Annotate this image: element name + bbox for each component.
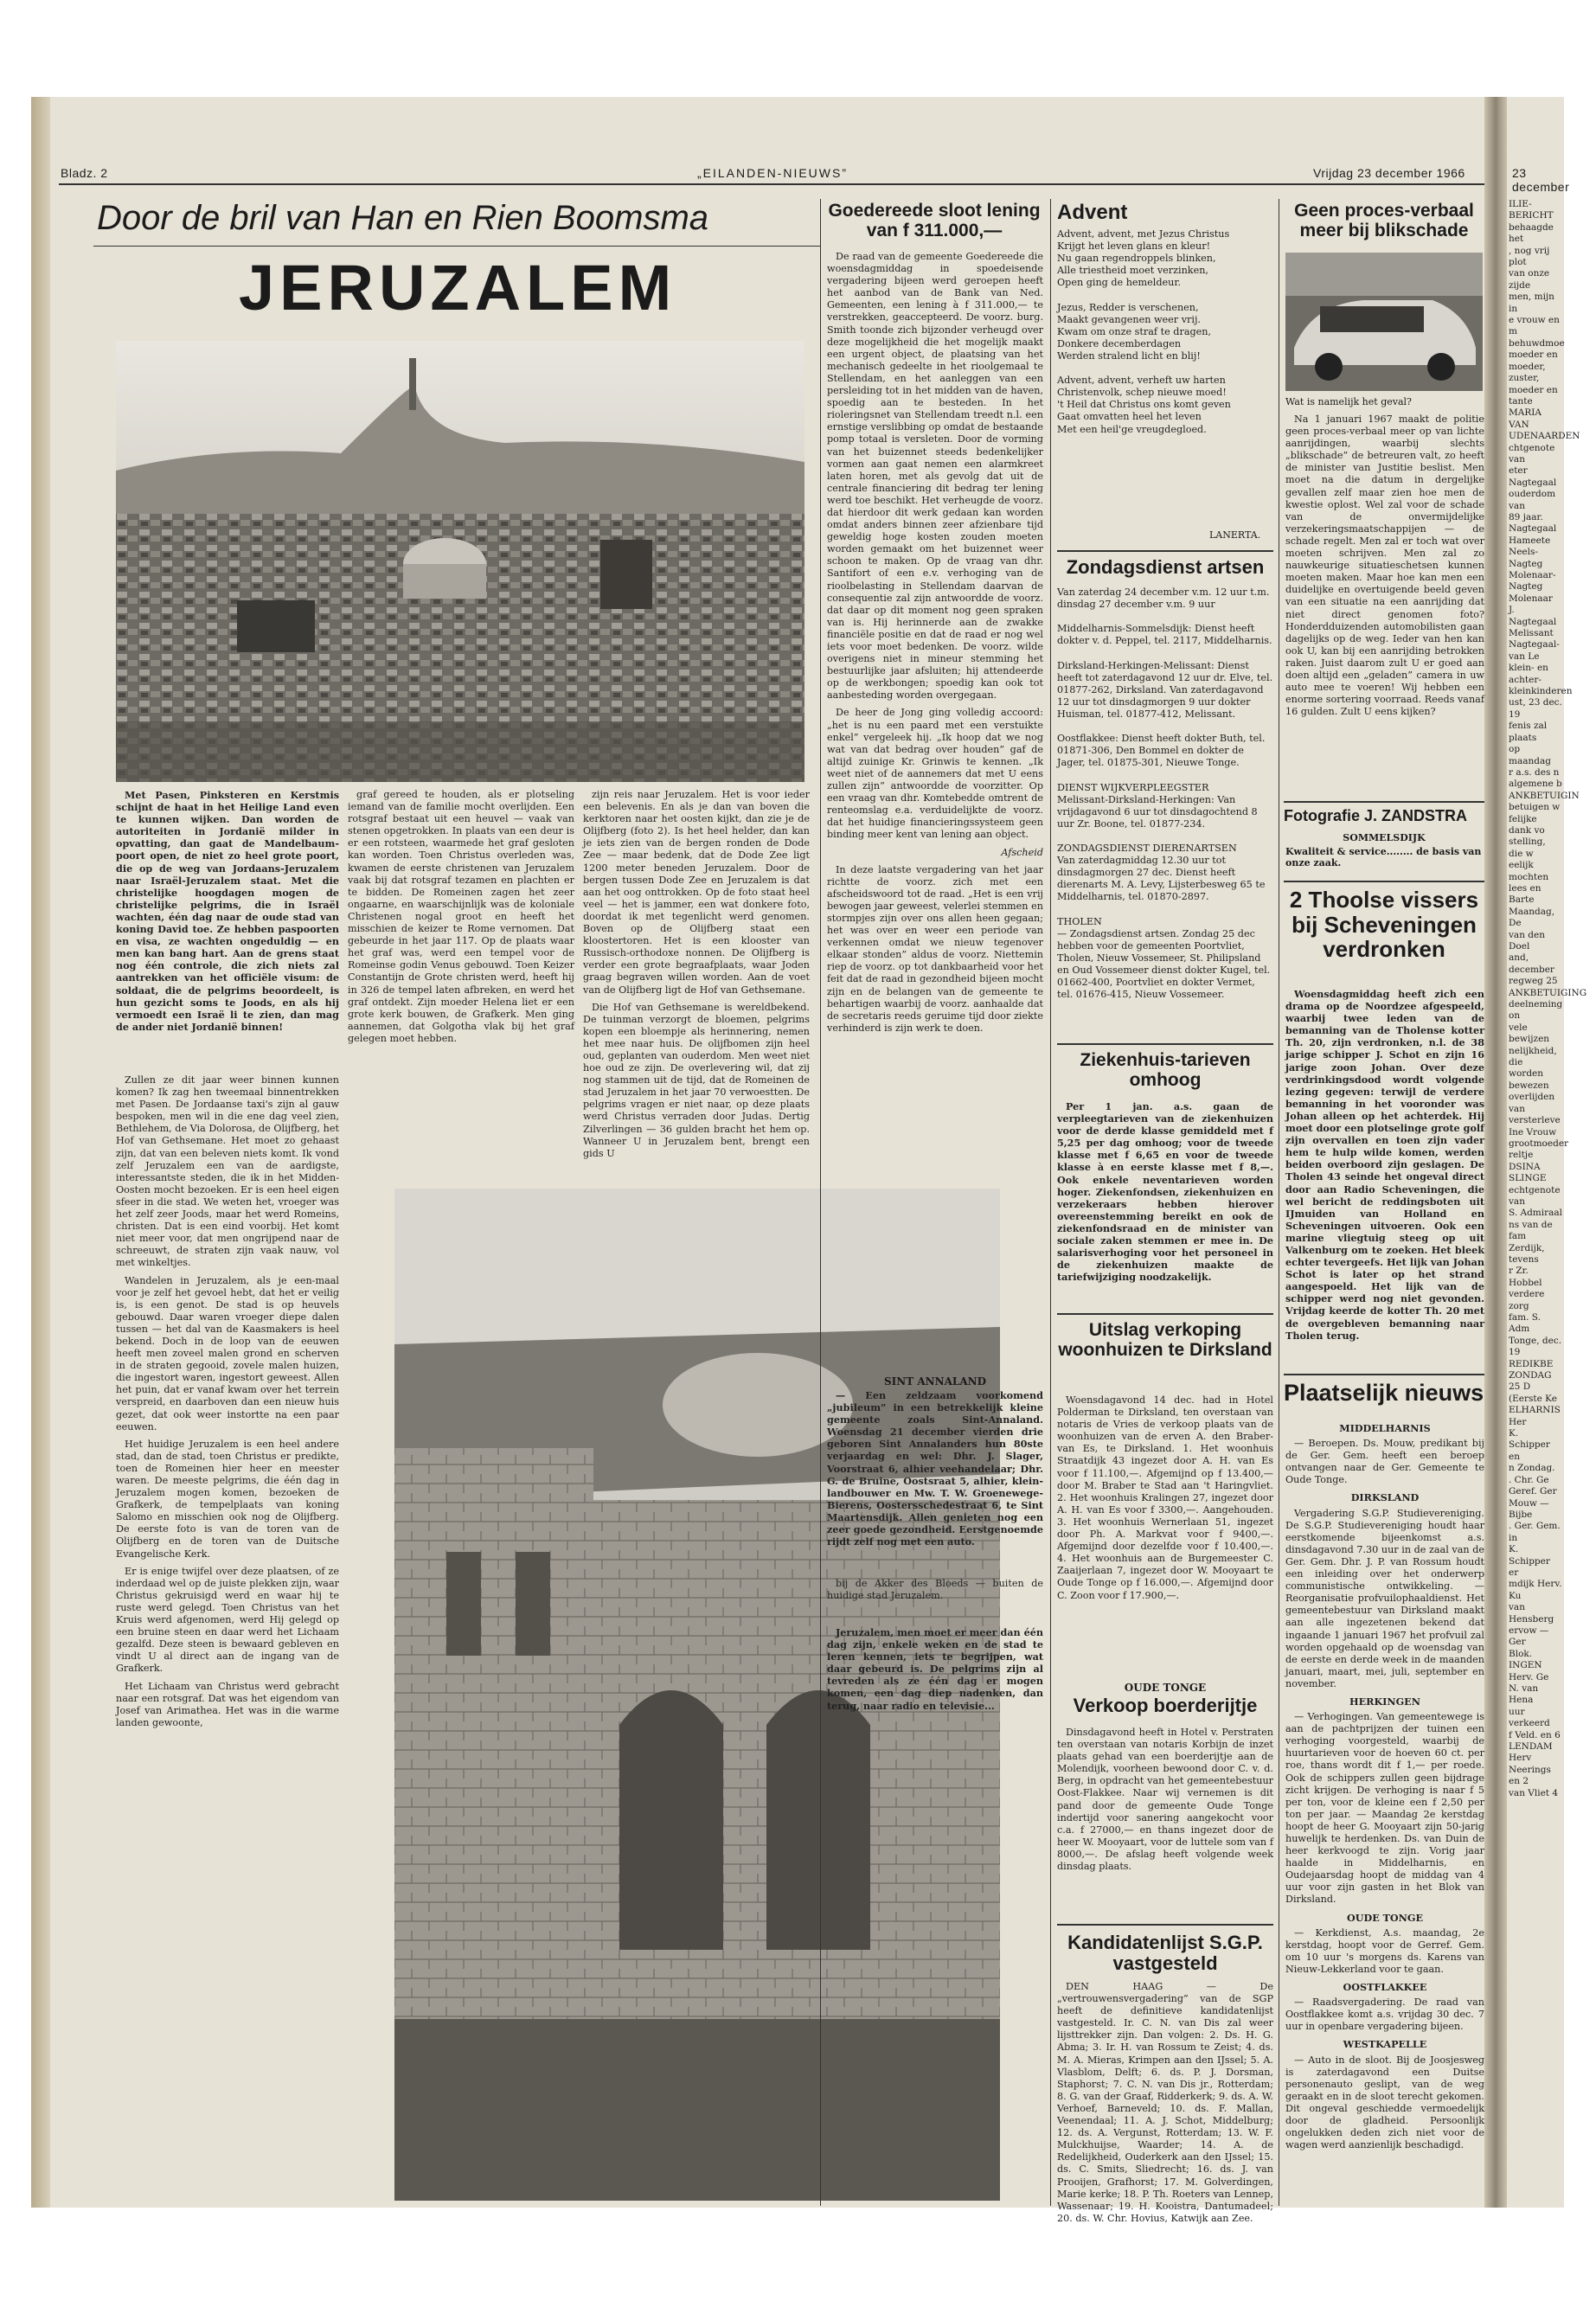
- fotografie-ad-place: SOMMELSDIJK: [1343, 832, 1426, 843]
- plaatselijk-headline: Plaatselijk nieuws: [1284, 1380, 1484, 1406]
- issue-date: Vrijdag 23 december 1966: [1313, 166, 1465, 180]
- goedereede-headline: Goedereede sloot lening van f 311.000,—: [828, 201, 1041, 241]
- dirksland-place: DIRKSLAND: [1350, 1491, 1420, 1504]
- next-page-date: 23 december: [1512, 166, 1570, 194]
- kandidaten-rule: [1057, 1924, 1273, 1926]
- westkapelle-place: WESTKAPELLE: [1343, 2038, 1427, 2051]
- zondagsdienst-headline: Zondagsdienst artsen: [1066, 556, 1265, 578]
- middelharnis-text: — Beroepen. Ds. Mouw, predikant bij de Ger. Gem. heeft een beroep ontvangen naar de Ger. Gemeente te Oude Tonge.: [1285, 1438, 1484, 1486]
- jerusalem-closing: [827, 1626, 1043, 1721]
- uitslag-rule: [1057, 1313, 1273, 1315]
- herkingen-text: — Verhogingen. Van gemeentewege is aan de pachtprijzen der tuinen een verhoging voorgesteld, waarbij de huurtarieven voor de hoeven 60 ct. per roe, thans wordt dit f 1,— per roede. Ook de schippers zullen geen bijdrage zicht krijgen. De verhoging is naar f 5 per ton, voor de kleine een f 2,50 per ton per jaar. — Maandag 2e kerstdag hoopt de heer G. Mooyaart zijn 50-jarig huwelijk te herdenken. Ds. van Duin de heer kerkvoogd te zijn. Vorig jaar haalde in Middelharnis, en Oudejaarsdag hoopt de middag van 4 uur voor zijn gasten in het Blok van Dirksland.: [1285, 1711, 1484, 1906]
- advent-headline: Advent: [1057, 201, 1128, 224]
- jerusalem-skyline-photo: [116, 341, 804, 782]
- sint-annaland-article: [827, 1389, 1043, 1562]
- goedereede-article: [827, 251, 1043, 1367]
- oostflakkee-place: OOSTFLAKKEE: [1343, 1981, 1427, 1994]
- feature-column-3: [583, 789, 810, 1170]
- sint-annaland-place: SINT ANNALAND: [883, 1375, 987, 1388]
- goedereede-subhead: Afscheid: [1001, 846, 1043, 858]
- uitslag-headline: Uitslag verkoping woonhuizen te Dirksland: [1058, 1320, 1272, 1361]
- paper-name: „EILANDEN-NIEUWS”: [697, 166, 849, 180]
- sint-annaland-body: — Een zeldzaam voorkomend „jubileum” in een betrekkelijk kleine gemeente zoals Sint-Annaland. Woensdag 21 december vierden drie geboren Sint Annalanders hun 80ste verjaardag en wel: Dhr. J. Slager, Voorstraat 6, alhier veehandelaar; Dhr. G. de Bruine, Oostsraat 5, alhier, klein-landbouwer en Mw. T. W. Groenewege-Bierens, Oostersschedestraat 6, te Sint Maartensdijk. Allen genieten nog een zeer goede gezondheid. Eerstgenoemde rijdt zelf nog met een auto.: [827, 1389, 1043, 1548]
- zondagsdienst-body: Van zaterdag 24 december v.m. 12 uur t.m. dinsdag 27 december v.m. 9 uur Middelharnis-Sommelsdijk: Dienst heeft dokter v. d. Peppel, tel. 2117, Middelharnis. Dirksland-Herkingen-Melissant: Dienst heeft tot zaterdagavond 12 uur dr. Elve, tel. 01877-262, Dirksland. Van zaterdagavond 12 uur tot dinsdagmorgen 9 uur dokter Huisman, tel. 01877-412, Melissant. Oostflakkee: Dienst heeft dokter Buth, tel. 01871-306, Den Bommel en dokter de Jager, tel. 01875-301, Nieuwe Tonge. DIENST WIJKVERPLEEGSTER Melissant-Dirksland-Herkingen: Van vrijdagavond 6 uur tot dinsdagochtend 8 uur Zr. Boone, tel. 01877-234. ZONDAGSDIENST DIERENARTSEN Van zaterdagmiddag 12.30 uur tot dinsdagmorgen 27 dec. Dienst heeft dierenarts M. A. Levy, Lijsterbesweg 65 te Middelharnis, tel. 01870-2897. THOLEN — Zondagsdienst artsen. Zondag 25 dec hebben voor de gemeenten Poortvliet, Tholen, Nieuw Vossemeer, St. Philipsland en Oud Vossemeer dienst dokter Kugel, tel. 01662-400, Poortvliet en dokter Vermet, tel. 01676-415, Nieuw Vossemeer.: [1057, 586, 1273, 1001]
- vissers-body: [1285, 988, 1484, 1368]
- ad-rule: [1284, 801, 1484, 803]
- page-edge: [31, 97, 50, 2208]
- col3-text-b: Die Hof van Gethsemane is wereldbekend. De tuinman verzorgt de bloemen, pelgrims kopen een bloempje als herinnering, nemen het mee naar huis. De olijfbomen zijn heel oud, geplanten van ouderdom. Men weet niet hoe oud ze zijn. De overlevering wil, dat zij nog stammen uit de tijd, dat de Romeinen de stad Jeruzalem in het jaar 70 verwoestten. De pelgrims vragen er niet naar, op deze plaats werd Christus verraden door Judas. Dertig Zilverlingen — 36 gulden bracht het hem op. Wanneer U in Jeruzalem bent, brengt een gids U: [583, 1001, 810, 1159]
- procesverbaal-body: [1285, 413, 1484, 794]
- oude-tonge-text: — Kerkdienst, A.s. maandag, 2e kerstdag, hoopt voor de Gerref. Gem. om 10 uur 's morgens ds. Karens van Nieuw-Lekkerland voor te gaan.: [1285, 1926, 1484, 1975]
- akker-text: bij de Akker des Bloeds — buiten de huidige stad Jeruzalem.: [827, 1578, 1043, 1602]
- ziekenhuis-body: [1057, 1100, 1273, 1308]
- verkoop-place: OUDE TONGE: [1124, 1682, 1207, 1694]
- page-fold: [1484, 97, 1507, 2208]
- col1-paragraph-a: Zullen ze dit jaar weer binnen kunnen komen? Ik zag hen tweemaal binnentrekken met Pasen. De Jordaanse taxi's zijn al gauw bespoken, men wil in die ene dag veel zien, Bethlehem, de Via Dolorosa, de Olijfberg, het Hof van Gethsemane. Het moet zo gehaast zijn, dat van een beleven niets komt. Ik vond zelf Jeruzalem een van de aardigste, interessantste steden, die ik in het Midden-Oosten mocht bezoeken. Er is een heel eigen sfeer in die stad. We weten het, vroeger was het zelf zeer Joods, maar het werd Romeins, christen. Dat is een eind voorbij. Het komt niet meer voor, dat men ongrijpend naar de schreeuwt, de straten zijn vaak nauw, vol met winkeltjes.: [116, 1074, 339, 1269]
- middelharnis-place: MIDDELHARNIS: [1339, 1422, 1431, 1434]
- akker-fragment: [827, 1578, 1043, 1612]
- col2-text: graf gereed te houden, als er plotseling iemand van de familie mocht overlijden. Een rotsgraf bestaat uit een heuvel — vaak van stenen opgetrokken. In plaats van een deur is er een rotsteen, waarmede het graf gesloten kan worden. Toen Christus overleden was, kwamen de eerste christenen van Jeruzalem vaak bij dat rotsgraf tezamen en plachten er te bidden. De Romeinen zagen het zeer ongaarne, en waarschijnlijk was de koloniale Christenen nogal groot en heeft het misschien de keizer te Rome vernomen. Dat gebeurde in het jaar 117. Op de plaats waar het graf was, werd een tempel voor de Romeinse godin Venus gebouwd. Toen Keizer Constantijn de Grote christen werd, heeft hij in 326 de tempel laten afbreken, en werd het graf ontdekt. Zijn moeder Helena liet er een grote kerk bouwen, de Grafkerk. Men ging aannemen, dat Golgotha vlak bij het graf gelegen moet hebben.: [348, 789, 574, 1044]
- fotografie-ad-slogan: Kwaliteit & service........ de basis van onze zaak.: [1285, 846, 1482, 868]
- goedereede-body-2: De heer de Jong ging volledig accoord: „het is nu een paard met een verstuikte enkel” vergeleek hij. „Ik hoop dat we nog wat van dat bedrag over houden” gaf de altijd zuinige Kr. Grinwis te kennen. „Ik weet niet of de aannemers dat met U eens zullen zijn” antwoordde de voorzitter. Op een vraag van dhr. Komtebedde omtrent de renteomslag e.a. verduidelijkte de voorz. dat het huidige financieringssysteem geen binding meer kent van lening aan object.: [827, 707, 1043, 841]
- oude-tonge-place: OUDE TONGE: [1346, 1911, 1423, 1924]
- masthead-rule: [59, 183, 1484, 185]
- procesverbaal-text: Na 1 januari 1967 maakt de politie geen proces-verbaal meer op van lichte aanrijdingen, waarbij slechts „blikschade” de betreuren valt, zo heeft de minister van Justitie beslist. Men moet na die datum in dergelijke gevallen zelf maar zien hoe men de kwestie oplost. Wel zal voor de schade van de onvermijdelijke verzekeringsmaatschappijen — de schade regelt. Men zal er toch wat over moeten schrijven. Men zal zo nauwkeurige situatieschetsen kunnen moeten maken. Maar hoe kan men een duidelijke en overtuigende beeld geven van een situatie na een aanrijding dat niet direct genomen foto? Honderdduizenden automobilisten gaan dagelijks op de weg. Ieder van hen kan ook U, kan bij een aanrijding betrokken raken. Juist daarom zult U er goed aan doen altijd een „geladen” camera in uw auto mee te voeren! Wij hebben een enorme sortering voorraad. Reeds vanaf 16 gulden. Zult U eens kijken?: [1285, 413, 1484, 718]
- intro-text: Met Pasen, Pinksteren en Kerstmis schijnt de haat in het Heilige Land even te kunnen wijken. Dan worden de autoriteiten in Jordanië milder in opvatting, dan gaat de Mandelbaum-poort open, de niet zo heel grote poort, die op de weg van Jordaans-Jeruzalem naar Israël-Jeruzalem staat. Met die christelijke hoogdagen mogen de christelijke pelgrims, die in Israël wachten, één dag naar de oude stad van koning David toe. Ze hebben paspoorten en visa, ze wachten ongeduldig — en men kan bang hart. Aan de grens staat nog één controle, die zich niets zal aantrekken van het officiële visum: de soldaat, die de pelgrims beoordeelt, is hun gezicht soms te Joods, en als hij vermoedt een Israë li te zien, dan mag de ander niet Jordanië binnen!: [116, 789, 339, 1033]
- col3-text: zijn reis naar Jeruzalem. Het is voor ieder een belevenis. En als je dan van boven die kerktoren naar het oosten kijkt, dan zie je de Olijfberg (foto 2). Is het heel helder, dan kan je iets zien van de bergen ronden de Dode Zee — maar bedenk, dat de Dode Zee ligt 1200 meter beneden Jeruzalem. Door de bergen tussen Dode Zee en Jeruzalem is dat aan het oog onttrokken. Op de foto staat heel veel — het is jammer, een wat donkere foto, doordat ik met tegenlicht werd genomen. Boven op de Olijfberg staat een kloostertoren. Het is een klooster van Russisch-orthodoxe nonnen. De Olijfberg is verder een grote begraafplaats, waar Joden graag begraven willen worden. Aan de voet van de Olijfberg ligt de Hof van Gethsemane.: [583, 789, 810, 996]
- uitslag-text: Woensdagavond 14 dec. had in Hotel Polderman te Dirksland, ten overstaan van notaris de Vries de verkoop plaats van de woonhuizen van de erven A. den Braber-van Es, te Dirksland. 1. Het woonhuis Straatdijk 43 ingezet door A. H. van Es voor f 11.100,—. Afgemijnd op f 13.400,— door M. Braber te Stad aan 't Haringvliet. 2. Het woonhuis Kralingen 27, ingezet door A. H. van Es voor f 3300,—. Aangehouden. 3. Het woonhuis Wernerlaan 51, ingezet door Ph. A. Markvat voor f 9400,—. Afgemijnd door dezelfde voor f 10.400,—. 4. Het woonhuis aan de Burgemeester C. Zaaijerlaan 7, ingezet door W. Mooyaart te Oude Tonge op f 16.000,—. Afgemijnd door C. Zoon voor f 17.900,—.: [1057, 1394, 1273, 1601]
- closing-text: Jeruzalem, men moet er meer dan één dag zijn, enkele weken en de stad te leren kennen, iets te begrijpen, wat daar gebeurd is. De pelgrims zijn al tevreden als ze één dag er mogen komen, een dag diep nadenken, dan terug, naar radio en televisie...: [827, 1626, 1043, 1712]
- advent-author: LANERTA.: [1209, 529, 1261, 541]
- westkapelle-text: — Auto in de sloot. Bij de Joosjesweg is zaterdagavond een Duitse personenauto geslipt, van de weg geraakt en in de sloot terecht gekomen. Dit ongeval geschiedde vermoedelijk door de gladheid. Persoonlijk ongelukken deden zich niet voor de wagen werd aanzienlijk beschadigd.: [1285, 2054, 1484, 2151]
- car-damage-photo: [1285, 253, 1483, 391]
- oostflakkee-text: — Raadsvergadering. De raad van Oostflakkee komt a.s. vrijdag 30 dec. 7 uur in openbare vergadering bijeen.: [1285, 1997, 1484, 2033]
- feature-byline: Door de bril van Han en Rien Boomsma: [97, 199, 709, 237]
- car-caption: Wat is namelijk het geval?: [1285, 396, 1412, 407]
- feature-title: JERUZALEM: [239, 252, 677, 324]
- goedereede-body-3: In deze laatste vergadering van het jaar richtte de voorz. zich met een afscheidswoord tot de raad. „Het is een vrij bewogen jaar geweest, velerlei stemmen en stormpjes zijn over ons allen heen gegaan; het was over en weer een periode van verkennen omdat we nieuw tegenover elkaar stonden” aldus de voorz. Niettemin riep de voorz. op tot dankbaarheid voor het feit dat de raad in gezondheid bijeen mocht zijn en de belangen van de gemeente te behartigen waarbij de voorz. aanhaalde dat de secretaris reeds geruime tijd door ziekte verhinderd is zijn werk te doen.: [827, 863, 1043, 1034]
- page-label: Bladz. 2: [61, 166, 108, 180]
- col1-paragraph-d: Er is enige twijfel over deze plaatsen, of ze inderdaad wel op de juiste plekken zijn, waar Christus gekruisigd werd en waar hij te ruste werd gelegd. Toen Christus van het Kruis werd afgenomen, werd Hij gelegd op een bruine steen en daar werd het Lichaam gezalfd. Deze steen is bewaard gebleven en vindt U al direct aan de ingang van de Grafkerk.: [116, 1565, 339, 1675]
- feature-column-1: [116, 1074, 339, 2199]
- ziekenhuis-headline: Ziekenhuis-tarieven omhoog: [1080, 1050, 1251, 1091]
- goedereede-body: De raad van de gemeente Goedereede die woensdagmiddag in spoedeisende vergadering bijeen werd geroepen heeft het aanbod van de Bank van Ned. Gemeenten, een lening à f 311.000,— te verstrekken, geaccepteerd. De voorz. burg. Smith toonde zich bijzonder verheugd over deze mogelijkheid die het mogelijk maakt een urgent object, de plaatsing van het mechanisch gedeelte in het rioolgemaal te Stellendam, en het aanleggen van een persleiding tot in het midden van de haven, spoedig aan te besteden. In het rioleringsnet van Stellendam treedt n.l. een ernstige verslibbing op omdat de bestaande pomp totaal is versleten. Door de vorming van het buizennet steeds bedenkelijker vormen aan gaat nemen een alarmkreet laten horen, met als gevolg dat uit de centrale financiering dit bedrag ter lening werd toe beschikt. Het verheugde de voorz. dat hierdoor dit werk gedaan kan worden omdat anders binnen zeer afzienbare tijd geweldig hoge kosten zouden moeten worden gemaakt om het buizennet weer schoon te maken. Op de vraag van dhr. Santifort of een e.v. verhoging van de rioolbelasting in Stellendam daarvan de consequentie zal zijn antwoordde de voorz. dat daar op dit moment nog geen spraken van is. Hij herinnerde aan de zwakke financiële positie en dat de raad er nog wel iets voor moet bedenken. De voorz. wilde overigens niet in mineur stemming het bestuurlijke jaar afsluiten; hij attendeerde op de werkbongen; spoedig kan ook tot aanbesteding worden overgegaan.: [827, 251, 1043, 702]
- verkoop-headline: Verkoop boerderijtje: [1073, 1695, 1258, 1716]
- feature-column-2: [348, 789, 574, 1170]
- dirksland-text: Vergadering S.G.P. Studievereniging. De S.G.P. Studievereniging houdt haar eerstkomende bijeenkomst a.s. dinsdagavond 7.30 uur in de zaal van de Ger. Gem. Dhr. J. P. van Rossum houdt een inleiding over het onderwerp communistische ontwikkeling. — Reorganisatie profvuilophaaldienst. Het gemeentebestuur van Dirksland maakt aan alle ingezetenen bekend dat ingaande 1 januari 1967 het profvuil zal worden opgehaald op de woensdag van de eerste en derde week in de maanden januari, maart, mei, juli, september en november.: [1285, 1507, 1484, 1689]
- ziekenhuis-rule: [1057, 1043, 1273, 1045]
- vissers-text: Woensdagmiddag heeft zich een drama op de Noordzee afgespeeld, waarbij twee leden van de bemanning van de Tholense kotter Th. 20, zijn verdronken, n.l. de 38 jarige schipper J. Schot en zijn 16 jarige zoon Johan. Over deze verdrinkingsdood wordt volgende lezing gegeven: terwijl de verdere bemanning in het vooronder was Johan alleen op het achterdek. Hij moet door een plotselinge grote golf zijn overvallen en toen zijn vader hem te hulp wilde komen, werden beiden overboord zijn geslagen. De Tholen 43 seinde het ongeval direct door aan Radio Scheveningen, die wel bericht de reddingsboten uit IJmuiden van Holland en Scheveningen uitvoeren. Ook een marine vliegtuig steeg op uit Valkenburg om te zoeken. Het bleek echter tevergeefs. Het lijk van Johan Schot is later op het strand aangespoeld. Het lijk van de schipper werd nog niet gevonden. Vrijdag keerde de kotter Th. 20 met de overgebleven bemanning naar Tholen terug.: [1285, 988, 1484, 1342]
- advent-poem: Advent, advent, met Jezus Christus Krijgt het leven glans en kleur! Nu gaan regendroppels blinken, Alle triestheid moet verzinken, Open ging de hemeldeur. Jezus, Redder is verschenen, Maakt gevangenen weer vrij. Kwam om onze straf te dragen, Donkere decemberdagen Werden stralend licht en blij! Advent, advent, verheft uw harten Christenvolk, schep nieuwe moed! 't Heil dat Christus ons komt geven Gaat omvatten heel het leven Met een heil'ge vreugdegloed.: [1057, 228, 1231, 435]
- verkoop-text: Dinsdagavond heeft in Hotel v. Perstraten ten overstaan van notaris Korbijn de inzet plaats gehad van een boerderijtje aan de Molendijk, voorheen bewoond door C. v. d. Berg, in opdracht van het gemeentebestuur Oost-Flakkee. Naar wij vernemen is dit pand door de gemeente Oude Tonge indertijd voor sanering aangekocht voor c.a. f 27000,— en thans ingezet door de heer W. Mooyaart, voor de luttele som van f 8000,—. De afslag heeft volgende week dinsdag plaats.: [1057, 1727, 1273, 1873]
- next-page-fragment: ILIE-BERICHT behaagde het , nog vrij plot van onze zijde men, mijn in e vrouw en m behuwdmoe moeder en moeder, zuster, moeder en tante MARIA VAN UDENAARDEN chtgenote van eter Nagtegaal ouderdom van 89 jaar. Nagtegaal Hameete Neels-Nagteg Molenaar- Nagteg Molenaar J. Nagtegaal Melissant Nagtegaal- van Le klein- en achter- kleinkinderen ust, 23 dec. 19 fenis zal plaats op maandag r a.s. des n algemene b ANKBETUIGIN betuigen w felijke dank vo stelling, die w eelijk mochten lees en Barte Maandag, De van den Doel and, december regweg 25 ANKBETUIGING deelneming on vele bewijzen nelijkheid, die worden bewezen overlijden van versterleve Ine Vrouw grootmoeder reltje DSINA SLINGE echtgenote van S. Admiraal ns van de fam Zerdijk, tevens r Zr. Hobbel verdere zorg fam. S. Adm Tonge, dec. 19 REDIKBE ZONDAG 25 D (Eerste Ke ELHARNIS Her K. Schipper en n Zondag. . Chr. Ge Geref. Ger Mouw — Bijbe . Ger. Gem. in K. Schipper er mdijk Herv. Ku van Hensberg ervow — Ger Blok. INGEN Herv. Ge N. van Hena uur verkeerd f Veld. en 6 LENDAM Herv Neerings en 2 van Vliet 4: [1509, 199, 1587, 1798]
- fotografie-ad-name: Fotografie J. ZANDSTRA: [1284, 807, 1468, 824]
- herkingen-place: HERKINGEN: [1349, 1695, 1420, 1708]
- byline-rule: [93, 246, 820, 247]
- kandidaten-headline: Kandidatenlijst S.G.P. vastgesteld: [1067, 1932, 1263, 1975]
- col1-paragraph-c: Het huidige Jeruzalem is een heel andere stad, dan de stad, toen Christus er predikte, toen de Romeinen hier heer en meester waren. De meeste pelgrims, die één dag in Jeruzalem mogen komen, bezoeken de Grafkerk, de tempelplaats van koning Salomo en misschien ook nog de Olijfberg. De eerste foto is van de toren van de Olijfberg en de toren van de Duitsche Evangelische Kerk.: [116, 1438, 339, 1560]
- kandidaten-text: DEN HAAG — De „vertrouwensvergadering” van de SGP heeft de definitieve kandidatenlijst vastgesteld. Ir. C. N. van Dis zal weer lijsttrekker zijn. Dan volgen: 2. Ds. H. G. Abma; 3. Ir. H. van Rossum te Zeist; 4. ds. M. A. Mieras, Krimpen aan den IJssel; 5. A. Vlasblom, Delft; 6. ds. P. J. Dorsman, Staphorst; 7. C. N. van Dis jr., Rotterdam; 8. G. van der Graaf, Ridderkerk; 9. ds. A. W. Verhoef, Barneveld; 10. ds. F. Mallan, Veenendaal; 11. A. J. Schot, Middelburg; 12. ds. A. Vergunst, Rotterdam; 13. W. F. Mulckhuijse, Waarder; 14. A. de Redelijkheid, Ouderkerk aan den IJssel; 15. ds. C. Smits, Sliedrecht; 16. ds. J. van Prooijen, Grafhorst; 17. M. Golverdingen, Marie kerke; 18. P. Th. Roeters van Lennep, Wassenaar; 19. H. Kooistra, Dantumadeel; 20. ds. W. Chr. Hovius, Katwijk aan Zee.: [1057, 1981, 1273, 2224]
- feature-intro: [116, 789, 339, 1061]
- procesverbaal-headline: Geen proces-verbaal meer bij blikschade: [1294, 201, 1474, 241]
- newspaper-scan: [33, 97, 1587, 2224]
- verkoop-body: [1057, 1727, 1273, 1917]
- column-divider: [820, 199, 821, 2206]
- uitslag-body: [1057, 1394, 1273, 1671]
- col1-paragraph-e: Het Lichaam van Christus werd gebracht naar een rotsgraf. Dat was het eigendom van Josef van Arimathea. Het was in die warme landen gewoonte,: [116, 1680, 339, 1728]
- plaatselijk-body: [1285, 1419, 1484, 2206]
- col1-paragraph-b: Wandelen in Jeruzalem, als je een-maal voor je zelf het gevoel hebt, dat het er veilig is, is een genot. De stad is op heuvels gebouwd. Daar waren vroeger diepe dalen tussen — het dal van de Kaasmakers is heel bekend. Doch in de loop van de eeuwen heeft men zoveel malen grond en scherven in de straten gegooid, zovele malen huizen, die ingestort waren, ingestort geweest. Allen het puin, dat er vanaf kwam over het terrein verspreid, en daarboven dan een nieuw huis gezet, dat ook weer instortte na een paar eeuwen.: [116, 1274, 339, 1433]
- plaatselijk-rule: [1284, 1374, 1484, 1375]
- vissers-headline: 2 Thoolse vissers bij Scheveningen verdronken: [1289, 887, 1479, 963]
- zondag-rule: [1057, 550, 1273, 552]
- column-divider-2: [1050, 199, 1051, 2206]
- ziekenhuis-text: Per 1 jan. a.s. gaan de verpleegtarieven van de ziekenhuizen voor de derde klasse gemiddeld met f 5,25 per dag omhoog; voor de tweede klasse met f 6,65 en voor de tweede klasse à en eerste klasse met f 8,—. Ook enkele neventarieven worden hoger. Ziekenfondsen, ziekenhuizen en verzekeraars hebben hierover overeenstemming bereikt en ook de ziekenfondsraad en de minister van sociale zaken stemmen er mee in. De salarisverhoging voor het personeel in de ziekenhuizen maakte de tariefwijziging noodzakelijk.: [1057, 1100, 1273, 1284]
- vissers-rule: [1284, 881, 1484, 882]
- kandidaten-body: [1057, 1981, 1273, 2224]
